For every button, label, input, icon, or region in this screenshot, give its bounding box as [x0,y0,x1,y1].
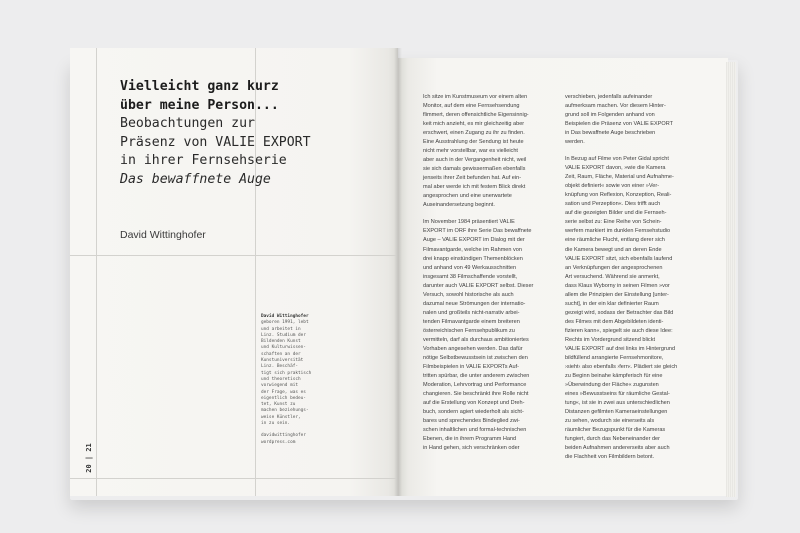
text-line: auf die Erstellung von Konzept und Dreh- [423,400,525,407]
text-line: eines »Bewusstseins für räumliche Gestal- [565,391,670,397]
text-line: aber auch in der Vergangenheit nicht, weil [423,157,527,164]
paragraph-4 [565,155,705,462]
text-line: an Verknüpfungen der angesprochenen [565,264,663,271]
text-line: machen beziehungs- [261,408,309,414]
text-line: Filmavantgarde, welche im Rahmen von [423,246,522,253]
text-line: tritten spürbar, die unter anderem zwischen [423,372,530,379]
text-line: flimmert, deren offensichtliche Eigensinnig- [423,112,529,119]
text-line: in zu sein. [261,421,291,427]
title-italic-line: Das bewaffnete Auge [120,171,271,187]
text-line: darunter auch VALIE EXPORT selbst. Dieser [423,282,534,289]
text-line: und arbeitet in [261,326,301,332]
bio-name: David Wittinghofer [261,314,309,319]
text-line: des Filmes mit dem Abgebildeten identi- [565,318,664,325]
text-line: grund soll im Folgenden anhand von [565,112,655,119]
text-line: schaften an der [261,351,301,357]
text-line: Vorhaben angesehen werden. Das dafür [423,345,523,352]
text-line: österreichischen Fernsehpublikum zu [423,327,515,334]
text-line: keit mich anzieht, es mir gleichzeitig aber [423,121,525,128]
text-line: aufmerksam machen. Vor diesem Hinter- [565,103,666,110]
text-line: dazumal neue Strömungen der internatio- [423,300,526,307]
text-line: VALIE EXPORT sitzt, sich ebenfalls laufend [565,255,673,262]
text-line: buch, sondern agiert wiederholt als sicht- [423,409,524,416]
text-line: VALIE EXPORT davon, »wie die Kamera [565,165,666,172]
text-line: und Kulturwissen- [261,345,306,351]
text-line: Linz. Studium der [261,332,306,338]
text-line: zu sehen, wodurch sie einerseits als [565,418,655,425]
text-line: Auseinandersetzung beginnt. [423,202,495,209]
text-line: und theoretisch [261,376,301,382]
text-line: beiden Aufnahmen andererseits aber auch [565,445,670,452]
page-number [82,442,94,478]
grid-line [70,478,396,479]
text-line: in Das bewaffnete Auge beschrieben [565,130,656,137]
text-line: eine räumliche Flucht, entlang derer sich [565,237,665,244]
text-line: Monitor, auf dem eine Fernsehsendung [423,103,520,110]
text-line: weise Künstler, [261,414,301,420]
title-bold-line: Vielleicht ganz kurz [120,79,279,94]
paragraph-2 [423,218,559,453]
grid-line [96,48,97,496]
text-line: Im November 1984 präsentiert VALIE [423,219,515,226]
text-line: objekt definiert« sowie von einer »Ver- [565,183,660,190]
text-line: In Bezug auf Filme von Peter Gidal spricht [565,156,669,163]
text-line: tigt sich praktisch [261,370,312,376]
bio-contact-line: wordpress.com [261,439,296,445]
text-line: der Frage, was es [261,389,306,395]
text-line: in Hand gehen, sich verschränken oder [423,445,520,452]
text-line: und anhand von 49 Werkausschnitten [423,264,517,271]
text-line: dass Klaus Wyborny in seinen Filmen »vor [565,282,670,289]
text-line: Moderation, Lehrvortrag und Performance [423,381,527,388]
text-line: Linz. Beschäf- [261,364,299,370]
text-line: Rechts im Vordergrund sitzend blickt [565,336,656,343]
author-bio [261,314,341,446]
text-line: Bildenden Kunst [261,339,301,345]
text-line: eigentlich bedeu- [261,395,306,401]
text-line: sucht], in der ein klar definierter Raum [565,300,659,307]
text-line: Eine Ausstrahlung der Sendung ist heute [423,139,524,146]
text-line: auf die gezeigten Bilder und die Fernseh- [565,210,667,217]
text-line: geboren 1991, lebt [261,320,309,326]
text-line: sie sich damals gewissermaßen ebenfalls [423,166,526,173]
book-gutter [394,48,402,496]
text-line: Kunstuniversität [261,358,304,364]
text-line: angesprochen und eine unerwartete [423,193,512,200]
text-line: vorwiegend mit [261,383,299,389]
page-edges [726,62,736,497]
text-line: Ebenen, die in ihrem Programm Hand [423,436,517,443]
text-line: allem die Prinzipien der Einstellung [unter- [565,291,669,298]
text-line: erschwert, einen Zugang zu ihr zu finden. [423,130,525,137]
text-column-1 [423,93,559,453]
text-line: nalen und großteils nicht-narrativ arbei- [423,309,520,316]
title-subtitle-line: Präsenz von VALIE EXPORT [120,134,311,150]
text-line: jenseits ihrer Zeit befunden hat. Auf ein- [423,175,522,182]
author-name: David Wittinghofer [120,229,206,241]
text-line: schen inhaltlichen und formal-technischen [423,427,527,434]
text-line: bares und sprechendes Bindeglied zwi- [423,418,520,425]
paragraph-3 [565,93,705,147]
text-line: VALIE EXPORT auf drei links im Hintergrund [565,345,676,352]
text-line: fungiert, durch das Nebeneinander der [565,436,660,443]
text-line: werfern markiert im dunklen Fernsehstudio [565,228,671,235]
text-line: insgesamt 38 Filmschaffende vorstellt, [423,273,518,280]
text-line: mal aber werde ich mit festem Blick direkt [423,184,526,191]
text-line: changieren. Sie beschränkt ihre Rolle nicht [423,391,529,397]
title-bold-line: über meine Person... [120,97,279,113]
text-line: Art versuchend. Während sie anmerkt, [565,273,660,280]
paragraph-gap [565,147,705,155]
grid-line [70,255,396,256]
text-line: Auge – VALIE EXPORT im Dialog mit der [423,237,525,244]
text-line: räumlicher Bezugspunkt für die Kameras [565,427,666,434]
text-line: fizieren kann«, spiegelt sie auch diese Idee: [565,327,673,334]
text-line: sation und Perzeption«. Dies trifft auch [565,201,661,208]
text-line: nicht mehr vorstellbar, war es vielleicht [423,148,518,155]
article-title [120,78,360,189]
text-line: tet, Kunst zu [261,402,296,408]
text-line: Versuch, sowohl historische als auch [423,291,514,298]
text-line: bildfüllend arrangierte Fernsehmonitore, [565,354,664,361]
text-column-2 [565,93,705,462]
text-line: nötige Selbstbewusstsein ist zwischen den [423,354,528,361]
paragraph-1 [423,93,559,210]
text-line: knüpfung von Reflexion, Konzeption, Reali- [565,192,672,199]
text-line: EXPORT im ORF ihre Serie Das bewaffnete [423,228,532,235]
text-line: drei knapp einstündigen Themenblöcken [423,255,523,262]
text-line: tung«, ist sie in zwei aus unterschiedlichen [565,400,670,407]
text-line: tenden Filmavantgarde einem breiteren [423,318,520,325]
text-line: zu Beginn beinahe kämpferisch für eine [565,372,663,379]
text-line: Distanzen gefilmten Kameraeinstellungen [565,409,668,416]
text-line: vermitteln, darf als durchaus ambitioniertes [423,336,529,343]
title-subtitle-line: Beobachtungen zur [120,116,255,131]
bio-text [261,320,341,427]
text-line: die Flachheit von Filmbildern betont. [565,454,655,461]
text-line: verschieben, jedenfalls aufeinander [565,94,653,100]
text-line: »Überwindung der Fläche« zugunsten [565,381,659,388]
bio-contact-line: davidwittinghofer [261,433,306,439]
text-line: serie selbst zu: Eine Reihe von Schein- [565,219,662,226]
paragraph-gap [423,210,559,218]
text-line: die Kamera bewegt und an deren Ende [565,246,662,253]
title-subtitle-line: in ihrer Fernsehserie [120,153,287,168]
page-number-label: 20 | 21 [84,443,93,473]
text-line: ›sieht‹ also ebenfalls ›fern‹. Plädiert sie gleich [565,363,678,370]
text-line: werden. [565,139,585,146]
text-line: Beispielen die Präsenz von VALIE EXPORT [565,121,674,128]
text-line: gezeigt wird, sodass der Betrachter das Bild [565,309,674,316]
text-line: Zeit, Raum, Fläche, Material und Aufnahme- [565,174,674,181]
text-line: Ich sitze im Kunstmuseum vor einem alten [423,94,528,100]
text-line: Filmbeispielen in VALIE EXPORTs Auf- [423,363,519,370]
